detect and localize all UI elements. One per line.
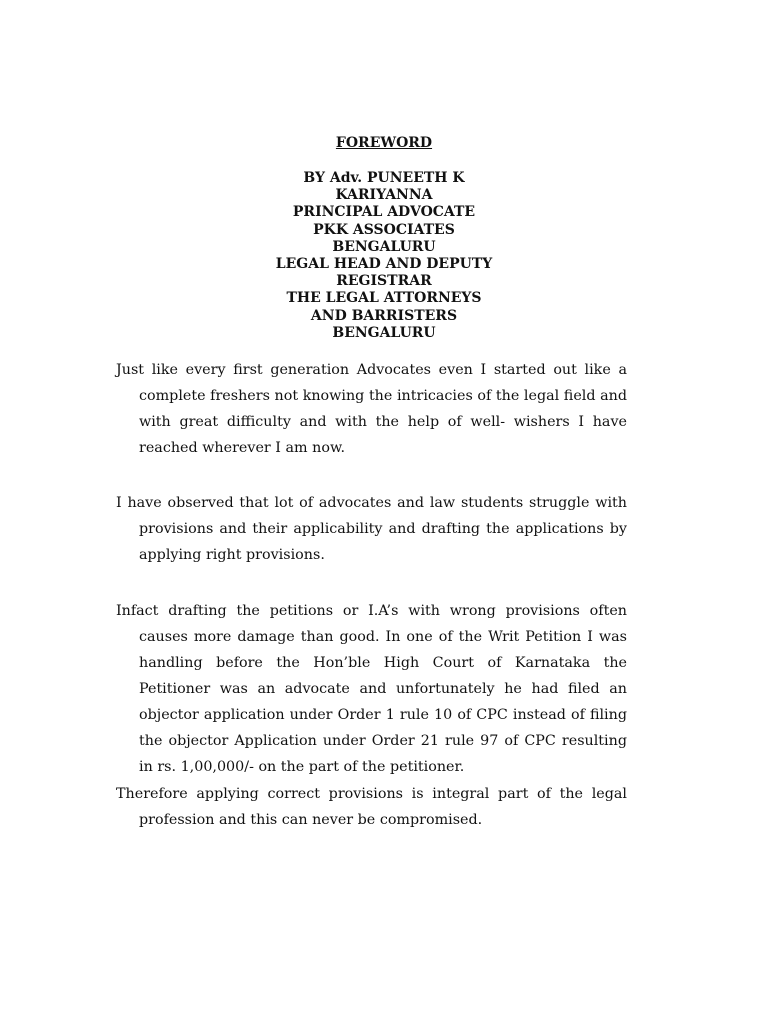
byline-line: AND BARRISTERS xyxy=(310,307,458,324)
byline-line: THE LEGAL ATTORNEYS xyxy=(286,290,482,307)
page-title: FOREWORD xyxy=(335,135,433,151)
byline-line: BENGALURU xyxy=(332,324,436,341)
byline-line: LEGAL HEAD AND DEPUTY xyxy=(275,256,493,273)
body-paragraph: I have observed that lot of advocates and law students struggle with provisions and their applicability and drafting the applications by applying right provisions. xyxy=(116,495,627,563)
author-byline xyxy=(0,170,768,342)
byline-line: REGISTRAR xyxy=(336,273,432,290)
body-paragraph: Therefore applying correct provisions is integral part of the legal profession and this can never be compromised. xyxy=(116,786,627,828)
byline-line: KARIYANNA xyxy=(335,187,433,204)
byline-line: BENGALURU xyxy=(332,238,436,255)
byline-line: PKK ASSOCIATES xyxy=(313,221,455,238)
byline-line: BY Adv. PUNEETH K xyxy=(303,170,465,186)
byline-line: PRINCIPAL ADVOCATE xyxy=(292,204,476,221)
body-paragraph: Infact drafting the petitions or I.A’s with wrong provisions often causes more damage than good. In one of the Writ Petition I was handling before the Hon’ble High Court of Karnataka the Petitioner was an advocate and unfortunately he had filed an objector application under Order 1 rule 10 of CPC instead of filing the objector Application under Order 21 rule 97 of CPC resulting in rs. 1,00,000/- on the part of the petitioner. xyxy=(116,603,627,775)
body-paragraph: Just like every first generation Advocates even I started out like a complete freshers not knowing the intricacies of the legal field and with great difficulty and with the help of well- wishers I have reached wherever I am now. xyxy=(116,362,627,456)
